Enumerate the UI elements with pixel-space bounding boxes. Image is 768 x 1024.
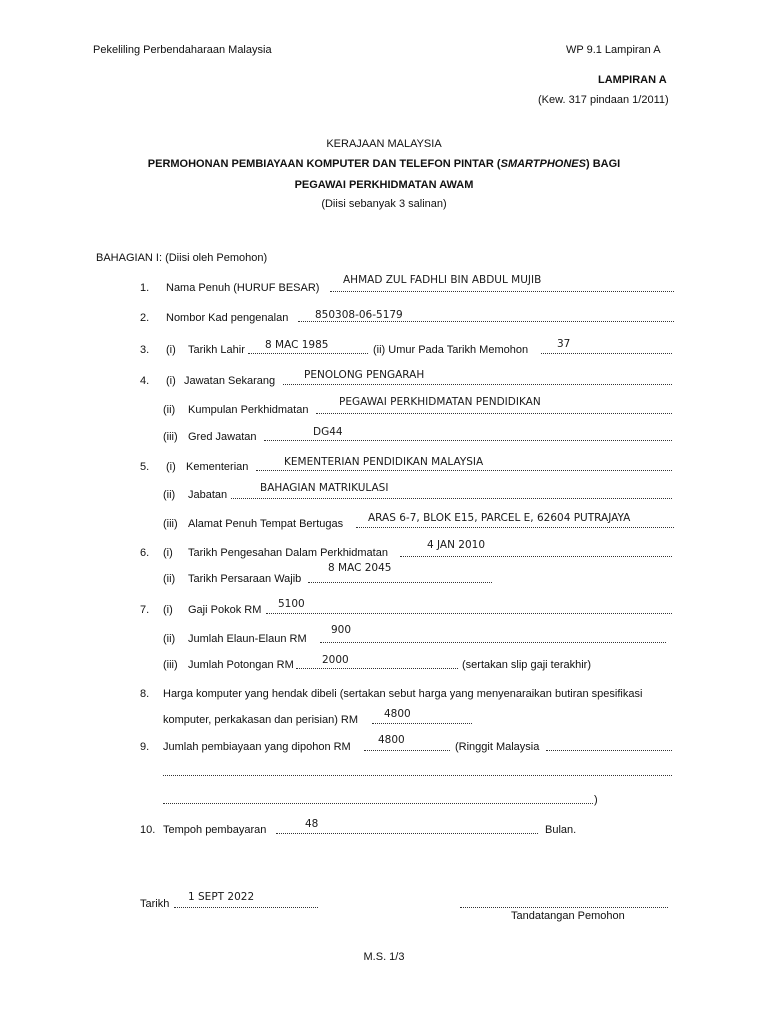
item-number: 7. <box>140 604 150 616</box>
label-persaraan: Tarikh Persaraan Wajib <box>188 573 302 585</box>
value-jawatan: PENOLONG PENGARAH <box>304 369 425 381</box>
value-gaji: 5100 <box>278 598 305 610</box>
field-line-pembiayaan[interactable] <box>364 750 450 751</box>
value-tempoh: 48 <box>305 818 319 830</box>
item-number: 10. <box>140 824 156 836</box>
field-line-jawatan[interactable] <box>283 384 672 385</box>
label-ringgit: (Ringgit Malaysia <box>455 741 540 753</box>
value-alamat: ARAS 6-7, BLOK E15, PARCEL E, 62604 PUTRAJAYA <box>368 512 631 524</box>
field-line-nama[interactable] <box>330 291 674 292</box>
value-harga: 4800 <box>384 708 411 720</box>
item-number: 1. <box>140 282 150 294</box>
field-line-elaun[interactable] <box>320 642 666 643</box>
label-pengesahan: Tarikh Pengesahan Dalam Perkhidmatan <box>188 547 388 559</box>
page-number: M.S. 1/3 <box>363 951 405 963</box>
field-line-jabatan[interactable] <box>231 498 672 499</box>
sub-number: (i) <box>166 375 176 387</box>
value-ic: 850308-06-5179 <box>315 309 403 321</box>
label-jawatan: Jawatan Sekarang <box>184 375 276 387</box>
value-persaraan: 8 MAC 2045 <box>328 562 392 574</box>
value-pembiayaan: 4800 <box>378 734 405 746</box>
field-line-ic[interactable] <box>298 321 674 322</box>
header-left: Pekeliling Perbendaharaan Malaysia <box>93 44 272 56</box>
item-number: 3. <box>140 344 150 356</box>
value-kumpulan: PEGAWAI PERKHIDMATAN PENDIDIKAN <box>339 396 541 408</box>
title-government: KERAJAAN MALAYSIA <box>326 138 442 150</box>
sub-number: (ii) <box>163 633 176 645</box>
close-paren: ) <box>594 794 598 806</box>
note-slip-gaji: (sertakan slip gaji terakhir) <box>462 659 591 671</box>
field-line-ringgit-2[interactable] <box>163 775 672 776</box>
item-number: 4. <box>140 375 150 387</box>
sub-number: (iii) <box>163 518 178 530</box>
field-line-pengesahan[interactable] <box>400 556 672 557</box>
title-subject: PEGAWAI PERKHIDMATAN AWAM <box>294 179 474 191</box>
field-line-gaji[interactable] <box>266 613 672 614</box>
item-number: 5. <box>140 461 150 473</box>
item-number: 6. <box>140 547 150 559</box>
value-elaun: 900 <box>331 624 352 636</box>
field-line-ringgit[interactable] <box>546 750 672 751</box>
value-jabatan: BAHAGIAN MATRIKULASI <box>260 482 389 494</box>
label-jabatan: Jabatan <box>188 489 228 501</box>
value-pengesahan: 4 JAN 2010 <box>427 539 486 551</box>
sub-number: (ii) <box>163 573 176 585</box>
value-tarikh: 1 SEPT 2022 <box>188 891 255 903</box>
sub-number: (ii) <box>163 489 176 501</box>
label-kumpulan: Kumpulan Perkhidmatan <box>188 404 309 416</box>
sub-number: (i) <box>163 604 173 616</box>
field-line-gred[interactable] <box>264 440 672 441</box>
sub-number: (i) <box>163 547 173 559</box>
value-umur: 37 <box>557 338 571 350</box>
lampiran-label: LAMPIRAN A <box>598 74 667 86</box>
kew-reference: (Kew. 317 pindaan 1/2011) <box>538 94 669 106</box>
label-tandatangan: Tandatangan Pemohon <box>511 910 625 922</box>
field-line-tarikh[interactable] <box>174 907 318 908</box>
label-tarikh-lahir: Tarikh Lahir <box>188 344 245 356</box>
title-form: PERMOHONAN PEMBIAYAAN KOMPUTER DAN TELEFON PINTAR (SMARTPHONES) BAGI <box>147 158 621 170</box>
value-potongan: 2000 <box>322 654 349 666</box>
field-line-tempoh[interactable] <box>276 833 538 834</box>
field-line-alamat[interactable] <box>356 527 674 528</box>
field-line-harga[interactable] <box>372 723 472 724</box>
field-line-persaraan[interactable] <box>308 582 492 583</box>
label-nama: Nama Penuh (HURUF BESAR) <box>166 282 320 294</box>
field-line-umur[interactable] <box>541 353 672 354</box>
label-umur: (ii) Umur Pada Tarikh Memohon <box>373 344 529 356</box>
field-line-kementerian[interactable] <box>256 470 672 471</box>
sub-number: (iii) <box>163 431 178 443</box>
sub-number: (iii) <box>163 659 178 671</box>
label-potongan: Jumlah Potongan RM <box>188 659 294 671</box>
item-number: 8. <box>140 688 150 700</box>
sub-number: (i) <box>166 461 176 473</box>
sub-number: (i) <box>166 344 176 356</box>
item-number: 2. <box>140 312 150 324</box>
label-tempoh: Tempoh pembayaran <box>163 824 267 836</box>
field-line-kumpulan[interactable] <box>316 413 672 414</box>
field-line-tarikh-lahir[interactable] <box>248 353 368 354</box>
value-kementerian: KEMENTERIAN PENDIDIKAN MALAYSIA <box>284 456 484 468</box>
label-tarikh: Tarikh <box>140 898 170 910</box>
value-tarikh-lahir: 8 MAC 1985 <box>265 339 329 351</box>
label-harga-line1: Harga komputer yang hendak dibeli (sertakan sebut harga yang menyenaraikan butiran spesifikasi <box>163 688 643 700</box>
label-bulan: Bulan. <box>545 824 577 836</box>
item-number: 9. <box>140 741 150 753</box>
field-line-potongan[interactable] <box>296 668 458 669</box>
sub-number: (ii) <box>163 404 176 416</box>
signature-line[interactable] <box>460 907 668 908</box>
label-pembiayaan: Jumlah pembiayaan yang dipohon RM <box>163 741 351 753</box>
label-ic: Nombor Kad pengenalan <box>166 312 289 324</box>
label-kementerian: Kementerian <box>186 461 249 473</box>
section-heading: BAHAGIAN I: (Diisi oleh Pemohon) <box>96 252 268 264</box>
title-instruction: (Diisi sebanyak 3 salinan) <box>321 198 447 210</box>
label-harga-line2: komputer, perkakasan dan perisian) RM <box>163 714 359 726</box>
label-elaun: Jumlah Elaun-Elaun RM <box>188 633 307 645</box>
label-alamat: Alamat Penuh Tempat Bertugas <box>188 518 344 530</box>
label-gaji: Gaji Pokok RM <box>188 604 262 616</box>
label-gred: Gred Jawatan <box>188 431 257 443</box>
value-gred: DG44 <box>313 426 343 438</box>
field-line-ringgit-3[interactable] <box>163 803 593 804</box>
header-right: WP 9.1 Lampiran A <box>566 44 661 56</box>
value-nama: AHMAD ZUL FADHLI BIN ABDUL MUJIB <box>343 274 542 286</box>
